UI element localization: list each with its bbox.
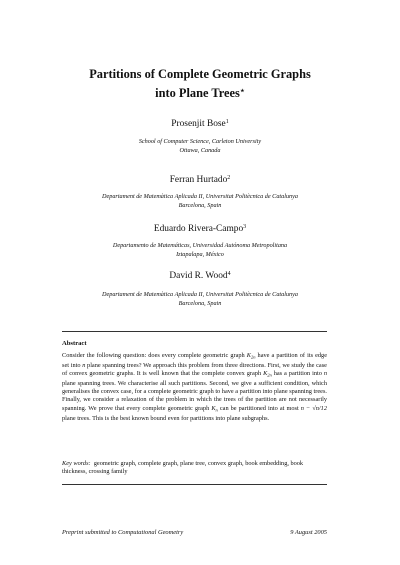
- affiliation-city: Barcelona, Spain: [178, 202, 222, 209]
- math-bound: n − √n/12: [300, 404, 327, 412]
- author-mark: 1: [225, 119, 229, 125]
- math-subscript: 2n: [267, 372, 272, 378]
- affiliation-line: Departament de Matemàtica Aplicada II, Universitat Politècnica de Catalunya: [102, 291, 298, 298]
- abstract-text: plane trees. This is the best known bound even for partitions into plane subgraphs.: [62, 414, 270, 422]
- affiliation-line: Departament de Matemàtica Aplicada II, Universitat Politècnica de Catalunya: [102, 193, 298, 200]
- paper-title: [0, 67, 400, 101]
- math-k2n: [263, 370, 272, 377]
- affiliation-line: School of Computer Science, Carleton University: [138, 138, 262, 145]
- affiliation-city: Ottawa, Canada: [179, 147, 221, 154]
- footer-journal: Preprint submitted to Computational Geometry: [62, 529, 184, 536]
- title-line-2-text: into Plane Trees: [155, 85, 240, 100]
- title-line-2: [0, 83, 400, 102]
- affiliation-2: [0, 192, 400, 210]
- keywords-text: geometric graph, complete graph, plane tree, convex graph, book embedding, book thickness, crossing family: [62, 460, 304, 476]
- author-2: [0, 173, 400, 186]
- keywords: [62, 460, 327, 477]
- author-1: [0, 117, 400, 130]
- author-mark: 3: [243, 224, 247, 230]
- abstract-text: plane spanning trees? We approach this problem from three directions. First, we study the case of convex geometric graphs. It is well known that the complete convex graph: [62, 361, 327, 378]
- math-n: n: [82, 361, 86, 369]
- affiliation-line: Departamento de Matemáticas, Universidad Autónoma Metropolitana: [112, 242, 288, 249]
- title-footnote-mark: ⋆: [239, 85, 245, 95]
- author-name: Prosenjit Bose: [171, 119, 226, 129]
- abstract-bottom-rule: [62, 484, 327, 485]
- math-symbol: K: [246, 352, 251, 359]
- math-subscript: 2n: [250, 354, 256, 360]
- title-line-1: Partitions of Complete Geometric Graphs: [89, 67, 311, 81]
- math-symbol: K: [211, 404, 216, 412]
- math-subscript: n: [215, 407, 218, 413]
- keywords-label: Key words:: [62, 460, 91, 467]
- abstract-text: Consider the following question: does every complete geometric graph: [62, 352, 247, 359]
- author-4: [0, 269, 400, 282]
- math-symbol: K: [263, 370, 268, 378]
- footer-date: 9 August 2005: [290, 529, 327, 536]
- abstract-top-rule: [62, 331, 327, 332]
- author-name: Eduardo Rivera-Campo: [153, 224, 244, 234]
- affiliation-1: [0, 137, 400, 155]
- abstract-text: plane spanning trees. We characterise all such partitions. Second, we give a sufficient condition, which generalises the convex case, for a complete geometric graph to have a partition into plane spanning trees. Finally, we consider a relaxation of the problem in which the trees of the partition are not necessarily spanning. We prove that every complete geometric graph: [62, 379, 327, 412]
- affiliation-city: Barcelona, Spain: [178, 300, 222, 307]
- author-3: [0, 222, 400, 235]
- abstract-body: [62, 352, 327, 423]
- affiliation-4: [0, 290, 400, 308]
- abstract-text: can be partitioned into at most: [217, 404, 301, 412]
- author-name: David R. Wood: [169, 271, 228, 281]
- author-name: Ferran Hurtado: [169, 175, 228, 185]
- abstract-text: have a partition of its edge set into: [62, 352, 327, 369]
- math-n: n: [323, 370, 327, 378]
- affiliation-3: [0, 241, 400, 259]
- abstract-text: has a partition into: [271, 370, 324, 378]
- abstract-heading: Abstract: [62, 340, 87, 347]
- author-mark: 4: [227, 271, 231, 277]
- author-mark: 2: [227, 175, 231, 181]
- affiliation-city: Iztapalapa, México: [176, 251, 224, 258]
